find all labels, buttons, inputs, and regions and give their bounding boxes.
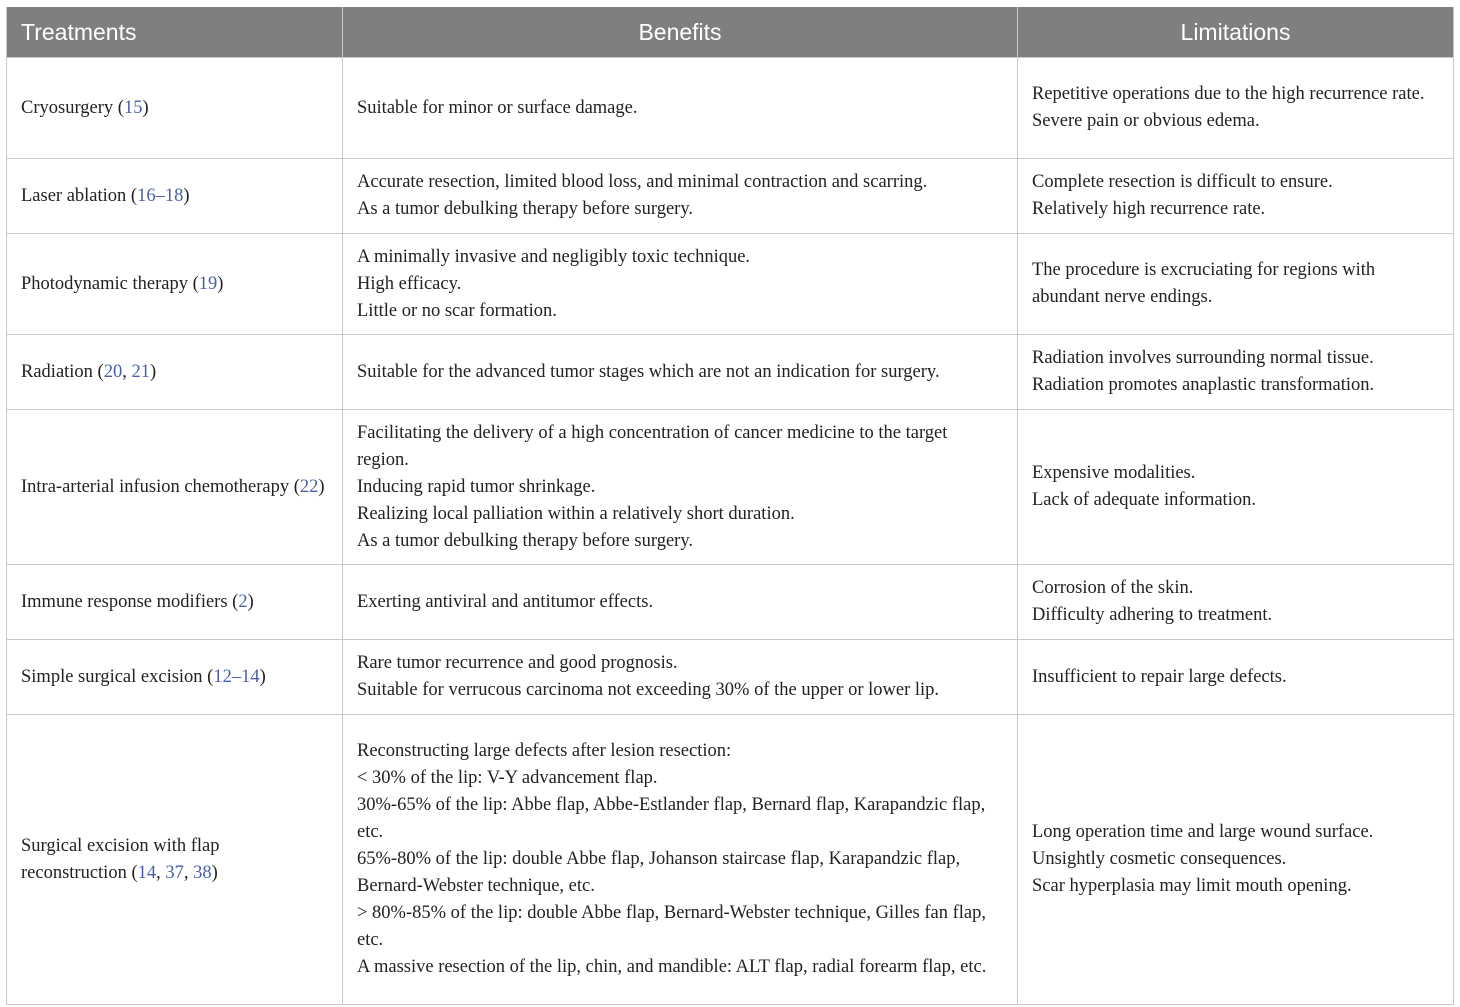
treatment-name-text: Immune response modifiers (	[21, 591, 239, 612]
limitation-line: Lack of adequate information.	[1032, 490, 1256, 510]
benefit-line: Suitable for the advanced tumor stages which are not an indication for surgery.	[357, 361, 940, 382]
benefits-cell	[343, 410, 1018, 565]
treatment-name-cell	[7, 335, 343, 410]
treatment-name-suffix: )	[183, 185, 190, 206]
table-row	[7, 410, 1454, 565]
benefit-line: > 80%-85% of the lip: double Abbe flap, Bernard-Webster technique, Gilles fan flap, etc.	[357, 903, 987, 950]
treatment-name-text: Surgical excision with flap reconstruction (	[21, 835, 220, 883]
benefit-line: Exerting antiviral and antitumor effects.	[357, 591, 654, 612]
reference-link[interactable]: 2	[238, 591, 248, 612]
reference-link[interactable]: 16–18	[137, 185, 184, 206]
limitation-line: Radiation promotes anaplastic transformation.	[1032, 375, 1375, 395]
benefit-line: As a tumor debulking therapy before surgery.	[357, 199, 693, 219]
limitations-cell	[1018, 410, 1454, 565]
treatment-name-suffix: )	[142, 97, 149, 118]
header-limitations: Limitations	[1018, 7, 1454, 58]
limitation-line: Complete resection is difficult to ensure.	[1032, 172, 1333, 192]
limitations-cell	[1018, 159, 1454, 234]
benefits-cell	[343, 715, 1018, 1005]
benefits-cell	[343, 58, 1018, 159]
treatment-name-cell	[7, 410, 343, 565]
reference-link[interactable]: 20	[103, 361, 123, 382]
reference-separator: ,	[156, 862, 166, 883]
limitations-cell	[1018, 640, 1454, 715]
limitation-line: Expensive modalities.	[1032, 463, 1196, 483]
reference-link[interactable]: 22	[299, 476, 319, 497]
treatment-name-text: Intra-arterial infusion chemotherapy (	[21, 476, 300, 497]
benefits-cell	[343, 640, 1018, 715]
limitations-cell	[1018, 335, 1454, 410]
benefit-line: A massive resection of the lip, chin, and mandible: ALT flap, radial forearm flap, etc.	[357, 957, 987, 977]
limitation-line: Difficulty adhering to treatment.	[1032, 605, 1273, 625]
reference-link[interactable]: 12–14	[213, 666, 260, 687]
treatment-name-suffix: )	[247, 591, 254, 612]
reference-link[interactable]: 38	[193, 862, 212, 883]
treatment-name-cell	[7, 640, 343, 715]
reference-separator: ,	[122, 361, 132, 382]
benefit-line: 30%-65% of the lip: Abbe flap, Abbe-Estlander flap, Bernard flap, Karapandzic flap, etc.	[357, 795, 986, 842]
treatment-name-text: Cryosurgery (	[21, 97, 124, 118]
treatment-name-suffix: )	[211, 862, 218, 883]
treatments-table	[6, 7, 1454, 1005]
treatment-name-suffix: )	[318, 476, 325, 497]
table-row	[7, 234, 1454, 335]
limitation-line: Long operation time and large wound surface.	[1032, 822, 1374, 842]
benefits-cell	[343, 234, 1018, 335]
reference-link[interactable]: 19	[198, 273, 218, 294]
limitations-cell	[1018, 715, 1454, 1005]
benefit-line: As a tumor debulking therapy before surgery.	[357, 530, 693, 551]
limitation-line: Repetitive operations due to the high recurrence rate.	[1032, 84, 1425, 104]
reference-link[interactable]: 14	[137, 862, 157, 883]
benefits-cell	[343, 159, 1018, 234]
benefits-cell	[343, 335, 1018, 410]
table-row	[7, 58, 1454, 159]
benefit-line: Reconstructing large defects after lesion resection:	[357, 741, 732, 761]
reference-link[interactable]: 15	[123, 97, 143, 118]
benefit-line: Accurate resection, limited blood loss, and minimal contraction and scarring.	[357, 172, 928, 192]
header-row	[7, 7, 1454, 58]
table-row	[7, 715, 1454, 1005]
treatment-name-suffix: )	[259, 666, 266, 687]
treatment-name-cell	[7, 715, 343, 1005]
limitation-line: Radiation involves surrounding normal tissue.	[1032, 348, 1374, 368]
benefit-line: 65%-80% of the lip: double Abbe flap, Johanson staircase flap, Karapandzic flap, Bernard-Webster technique, etc.	[357, 849, 961, 896]
benefit-line: A minimally invasive and negligibly toxic technique.	[357, 246, 751, 267]
reference-link[interactable]: 21	[131, 361, 150, 382]
benefit-line: < 30% of the lip: V-Y advancement flap.	[357, 768, 658, 788]
table-row	[7, 335, 1454, 410]
treatment-name-text: Simple surgical excision (	[21, 666, 214, 687]
benefit-line: Rare tumor recurrence and good prognosis.	[357, 653, 678, 673]
benefit-line: Suitable for minor or surface damage.	[357, 97, 638, 118]
treatment-name-cell	[7, 58, 343, 159]
treatment-name-text: Photodynamic therapy (	[21, 273, 199, 294]
benefit-line: Little or no scar formation.	[357, 300, 557, 321]
table-row	[7, 159, 1454, 234]
limitation-line: Severe pain or obvious edema.	[1032, 111, 1260, 131]
treatment-name-cell	[7, 565, 343, 640]
treatment-name-suffix: )	[217, 273, 224, 294]
benefit-line: Facilitating the delivery of a high concentration of cancer medicine to the target region.	[357, 422, 948, 470]
treatment-name-text: Laser ablation (	[21, 185, 138, 206]
benefits-cell	[343, 565, 1018, 640]
limitation-line: Corrosion of the skin.	[1032, 578, 1194, 598]
limitation-line: The procedure is excruciating for regions with abundant nerve endings.	[1032, 260, 1376, 307]
table-row	[7, 565, 1454, 640]
header-benefits: Benefits	[343, 7, 1018, 58]
limitations-cell	[1018, 58, 1454, 159]
benefit-line: Realizing local palliation within a relatively short duration.	[357, 503, 795, 524]
limitation-line: Relatively high recurrence rate.	[1032, 199, 1266, 219]
treatment-name-cell	[7, 159, 343, 234]
limitation-line: Scar hyperplasia may limit mouth opening.	[1032, 876, 1352, 896]
benefit-line: Suitable for verrucous carcinoma not exceeding 30% of the upper or lower lip.	[357, 680, 940, 700]
table-row	[7, 640, 1454, 715]
limitations-cell	[1018, 565, 1454, 640]
benefit-line: Inducing rapid tumor shrinkage.	[357, 476, 596, 497]
treatment-name-suffix: )	[149, 361, 157, 382]
treatment-name-text: Radiation (	[21, 361, 104, 382]
treatment-name-cell	[7, 234, 343, 335]
limitation-line: Insufficient to repair large defects.	[1032, 666, 1287, 687]
limitations-cell	[1018, 234, 1454, 335]
benefit-line: High efficacy.	[357, 273, 462, 294]
reference-separator: ,	[183, 862, 194, 883]
header-treatments: Treatments	[7, 7, 343, 58]
limitation-line: Unsightly cosmetic consequences.	[1032, 849, 1287, 869]
reference-link[interactable]: 37	[165, 862, 184, 883]
